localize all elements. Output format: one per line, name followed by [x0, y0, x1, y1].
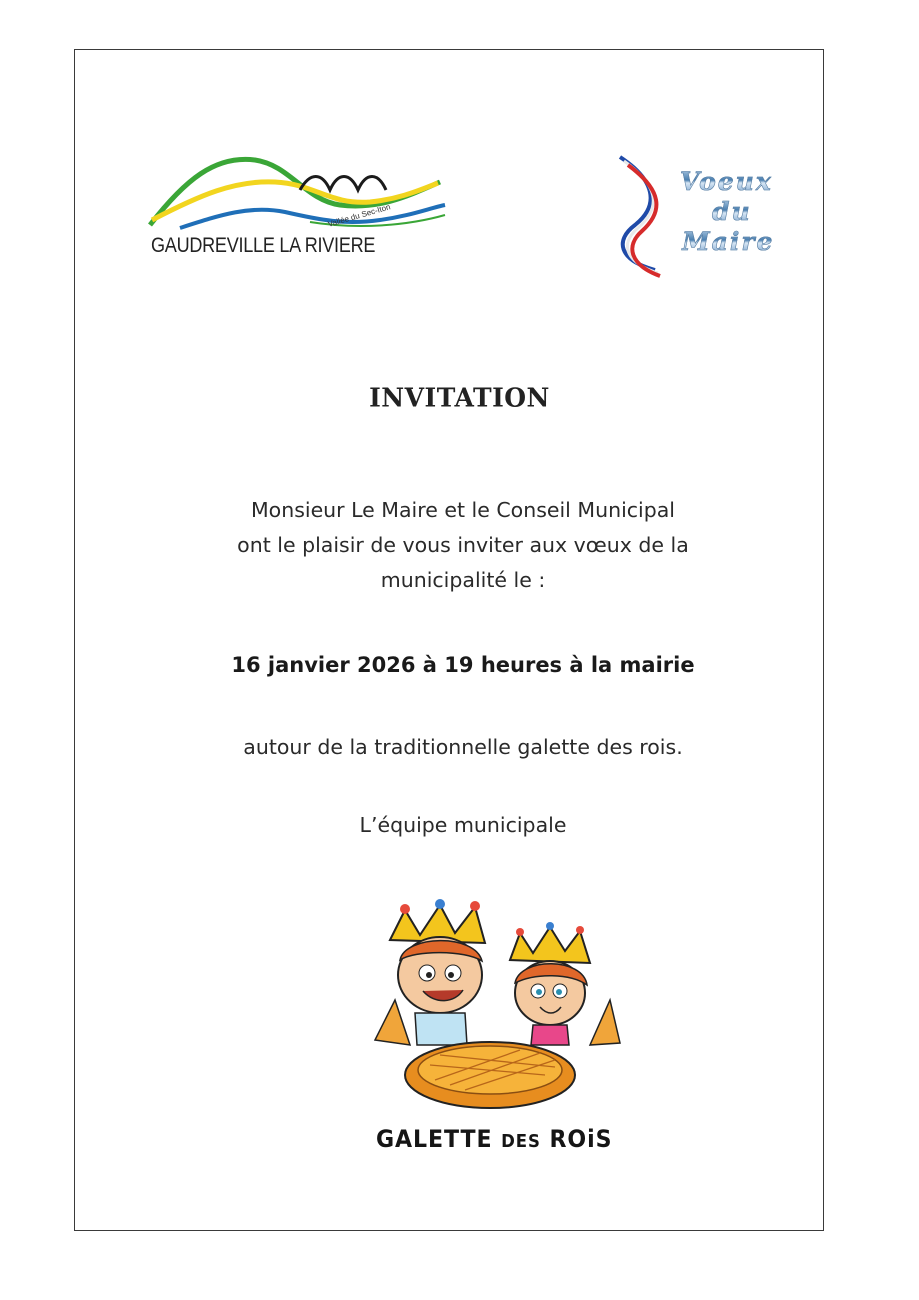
badge-line-du: du	[712, 197, 752, 226]
galette-illustration	[355, 895, 635, 1125]
tricolor-ribbon-icon	[600, 145, 670, 293]
badge-line-voeux: Voeux	[680, 167, 773, 196]
intro-line: Monsieur Le Maire et le Conseil Municipal	[250, 498, 676, 522]
label-rois: ROiS	[549, 1125, 613, 1153]
logo-subtitle: Vallée du Sec-Iton	[326, 202, 392, 229]
children-with-galette-icon	[355, 895, 635, 1125]
label-galette: GALETTE	[376, 1125, 493, 1153]
intro-line: municipalité le :	[380, 568, 546, 592]
invitation-intro	[0, 493, 919, 598]
event-detail: autour de la traditionnelle galette des rois.	[243, 735, 683, 759]
invitation-title: INVITATION	[369, 382, 550, 413]
badge-line-maire: Maire	[682, 227, 775, 256]
signature: L’équipe municipale	[359, 813, 567, 837]
intro-line: ont le plaisir de vous inviter aux vœux de la	[237, 533, 689, 557]
event-date: 16 janvier 2026 à 19 heures à la mairie	[231, 653, 695, 677]
label-des: DES	[501, 1131, 541, 1152]
municipality-logo	[140, 150, 460, 270]
galette-des-rois-label	[376, 1125, 612, 1153]
voeux-du-maire-badge	[600, 145, 805, 293]
town-name: GAUDREVILLE LA RIVIERE	[151, 234, 376, 257]
